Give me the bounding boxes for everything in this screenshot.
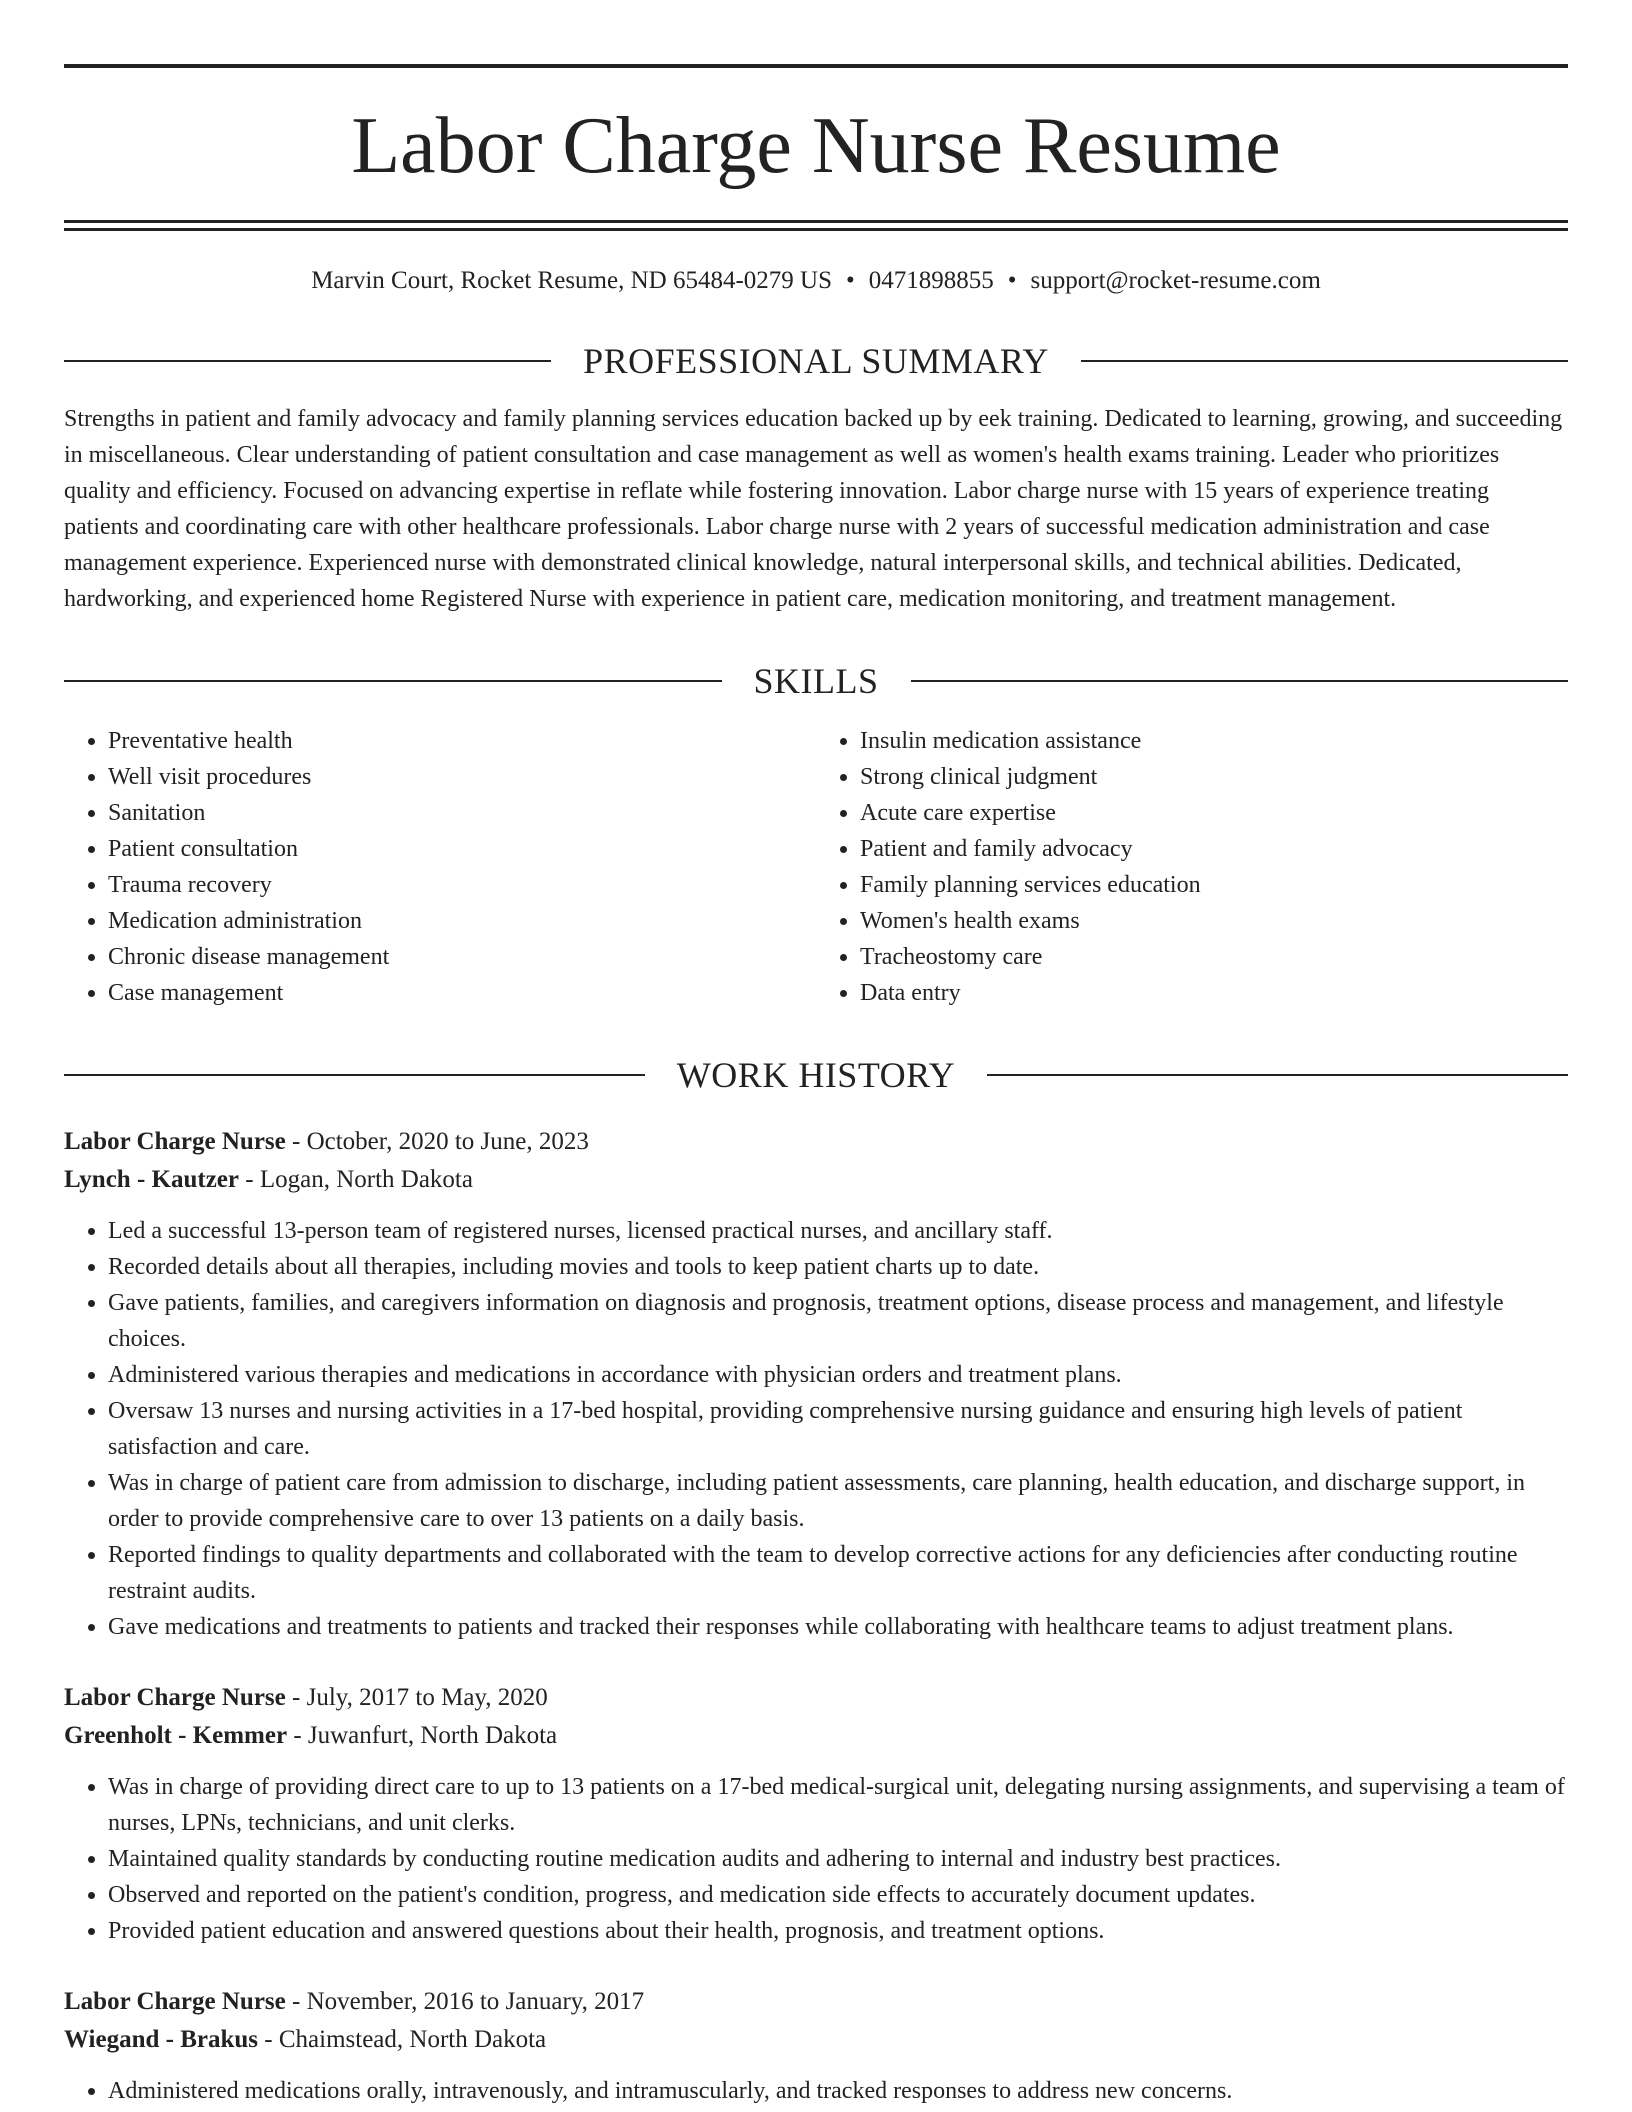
- skill-item: • Patient and family advocacy: [860, 831, 1568, 867]
- skills-section-header: [64, 661, 1568, 701]
- skills-list-right: [816, 723, 1568, 1011]
- job-bullets: [64, 1769, 1568, 1949]
- job-company: Lynch - Kautzer: [64, 1166, 239, 1193]
- job-entry: [64, 1679, 1568, 1949]
- section-rule-left: [64, 360, 551, 362]
- skill-item: • Strong clinical judgment: [860, 759, 1568, 795]
- job-title-line: [64, 1123, 1568, 1161]
- contact-separator: •: [1007, 267, 1017, 294]
- contact-line: [64, 265, 1568, 297]
- job-title-line: [64, 1679, 1568, 1717]
- top-rule: [64, 64, 1568, 68]
- skill-item: • Patient consultation: [108, 831, 816, 867]
- skill-item: • Data entry: [860, 975, 1568, 1011]
- section-rule-left: [64, 680, 722, 682]
- job-bullet: • Was in charge of providing direct care to up to 13 patients on a 17-bed medical-surgical unit, delegating nursing assignments, and supervising a team of nurses, LPNs, technicians, and unit clerks.: [108, 1769, 1568, 1841]
- skill-item: • Sanitation: [108, 795, 816, 831]
- job-bullet: • Maintained quality standards by conducting routine medication audits and adhering to internal and industry best practices.: [108, 1841, 1568, 1877]
- job-bullet: • Reported findings to quality departments and collaborated with the team to develop corrective actions for any deficiencies after conducting routine restraint audits.: [108, 1537, 1568, 1609]
- job-bullets: [64, 2073, 1568, 2109]
- work-section-header: [64, 1055, 1568, 1095]
- section-rule-right: [987, 1074, 1568, 1076]
- job-entry: [64, 1983, 1568, 2109]
- job-bullet: • Led a successful 13-person team of registered nurses, licensed practical nurses, and ancillary staff.: [108, 1213, 1568, 1249]
- skill-item: • Case management: [108, 975, 816, 1011]
- job-bullets: [64, 1213, 1568, 1645]
- summary-text: Strengths in patient and family advocacy and family planning services education backed up by eek training. Dedicated to learning, growing, and succeeding in miscellaneous. Clear understanding of patient consultation and case management as well as women's health exams training. Leader who prioritizes quality and efficiency. Focused on advancing expertise in reflate while fostering innovation. Labor charge nurse with 15 years of experience treating patients and coordinating care with other healthcare professionals. Labor charge nurse with 2 years of successful medication administration and case management experience. Experienced nurse with demonstrated clinical knowledge, natural interpersonal skills, and technical abilities. Dedicated, hardworking, and experienced home Registered Nurse with experience in patient care, medication monitoring, and treatment management.: [64, 406, 1563, 612]
- section-rule-right: [911, 680, 1569, 682]
- skill-item: • Women's health exams: [860, 903, 1568, 939]
- summary-section-header: [64, 341, 1568, 381]
- job-bullet: • Administered various therapies and medications in accordance with physician orders and treatment plans.: [108, 1357, 1568, 1393]
- job-dates: - July, 2017 to May, 2020: [285, 1684, 548, 1711]
- contact-address: Marvin Court, Rocket Resume, ND 65484-0279 US: [311, 267, 832, 294]
- skills-heading: SKILLS: [753, 661, 879, 701]
- page-title: Labor Charge Nurse Resume: [351, 102, 1281, 190]
- summary-heading: PROFESSIONAL SUMMARY: [583, 341, 1049, 381]
- job-company-line: [64, 1717, 1568, 1755]
- skill-item: • Tracheostomy care: [860, 939, 1568, 975]
- skill-item: • Preventative health: [108, 723, 816, 759]
- job-location: - Juwanfurt, North Dakota: [287, 1722, 558, 1749]
- job-title: Labor Charge Nurse: [64, 1684, 286, 1711]
- contact-separator: •: [845, 267, 855, 294]
- job-company: Wiegand - Brakus: [64, 2026, 259, 2053]
- skill-item: • Well visit procedures: [108, 759, 816, 795]
- skill-item: • Chronic disease management: [108, 939, 816, 975]
- skill-item: • Acute care expertise: [860, 795, 1568, 831]
- contact-email: support@rocket-resume.com: [1030, 267, 1321, 294]
- contact-phone: 0471898855: [868, 267, 994, 294]
- skill-item: • Insulin medication assistance: [860, 723, 1568, 759]
- work-heading: WORK HISTORY: [676, 1055, 956, 1095]
- work-history: [64, 1123, 1568, 2109]
- job-bullet: • Recorded details about all therapies, including movies and tools to keep patient charts up to date.: [108, 1249, 1568, 1285]
- job-location: - Logan, North Dakota: [239, 1166, 473, 1193]
- skills-list-left: [64, 723, 816, 1011]
- job-bullet: • Provided patient education and answered questions about their health, prognosis, and treatment options.: [108, 1913, 1568, 1949]
- job-title-line: [64, 1983, 1568, 2021]
- job-bullet: • Gave patients, families, and caregivers information on diagnosis and prognosis, treatment options, disease process and management, and lifestyle choices.: [108, 1285, 1568, 1357]
- section-rule-right: [1081, 360, 1568, 362]
- skill-item: • Medication administration: [108, 903, 816, 939]
- job-location: - Chaimstead, North Dakota: [258, 2026, 547, 2053]
- skills-columns: [64, 723, 1568, 1011]
- job-bullet: • Gave medications and treatments to patients and tracked their responses while collaborating with healthcare teams to adjust treatment plans.: [108, 1609, 1568, 1645]
- double-rule: [64, 220, 1568, 231]
- job-company-line: [64, 2021, 1568, 2059]
- job-dates: - November, 2016 to January, 2017: [285, 1988, 645, 2015]
- job-dates: - October, 2020 to June, 2023: [285, 1128, 589, 1155]
- job-bullet: • Was in charge of patient care from admission to discharge, including patient assessments, care planning, health education, and discharge support, in order to provide comprehensive care to over 13 patients on a daily basis.: [108, 1465, 1568, 1537]
- skill-item: • Trauma recovery: [108, 867, 816, 903]
- section-rule-left: [64, 1074, 645, 1076]
- job-company-line: [64, 1161, 1568, 1199]
- job-company: Greenholt - Kemmer: [64, 1722, 288, 1749]
- job-title: Labor Charge Nurse: [64, 1988, 286, 2015]
- job-bullet: • Administered medications orally, intravenously, and intramuscularly, and tracked responses to address new concerns.: [108, 2073, 1568, 2109]
- job-title: Labor Charge Nurse: [64, 1128, 286, 1155]
- job-entry: [64, 1123, 1568, 1645]
- job-bullet: • Observed and reported on the patient's condition, progress, and medication side effects to accurately document updates.: [108, 1877, 1568, 1913]
- skill-item: • Family planning services education: [860, 867, 1568, 903]
- job-bullet: • Oversaw 13 nurses and nursing activities in a 17-bed hospital, providing comprehensive nursing guidance and ensuring high levels of patient satisfaction and care.: [108, 1393, 1568, 1465]
